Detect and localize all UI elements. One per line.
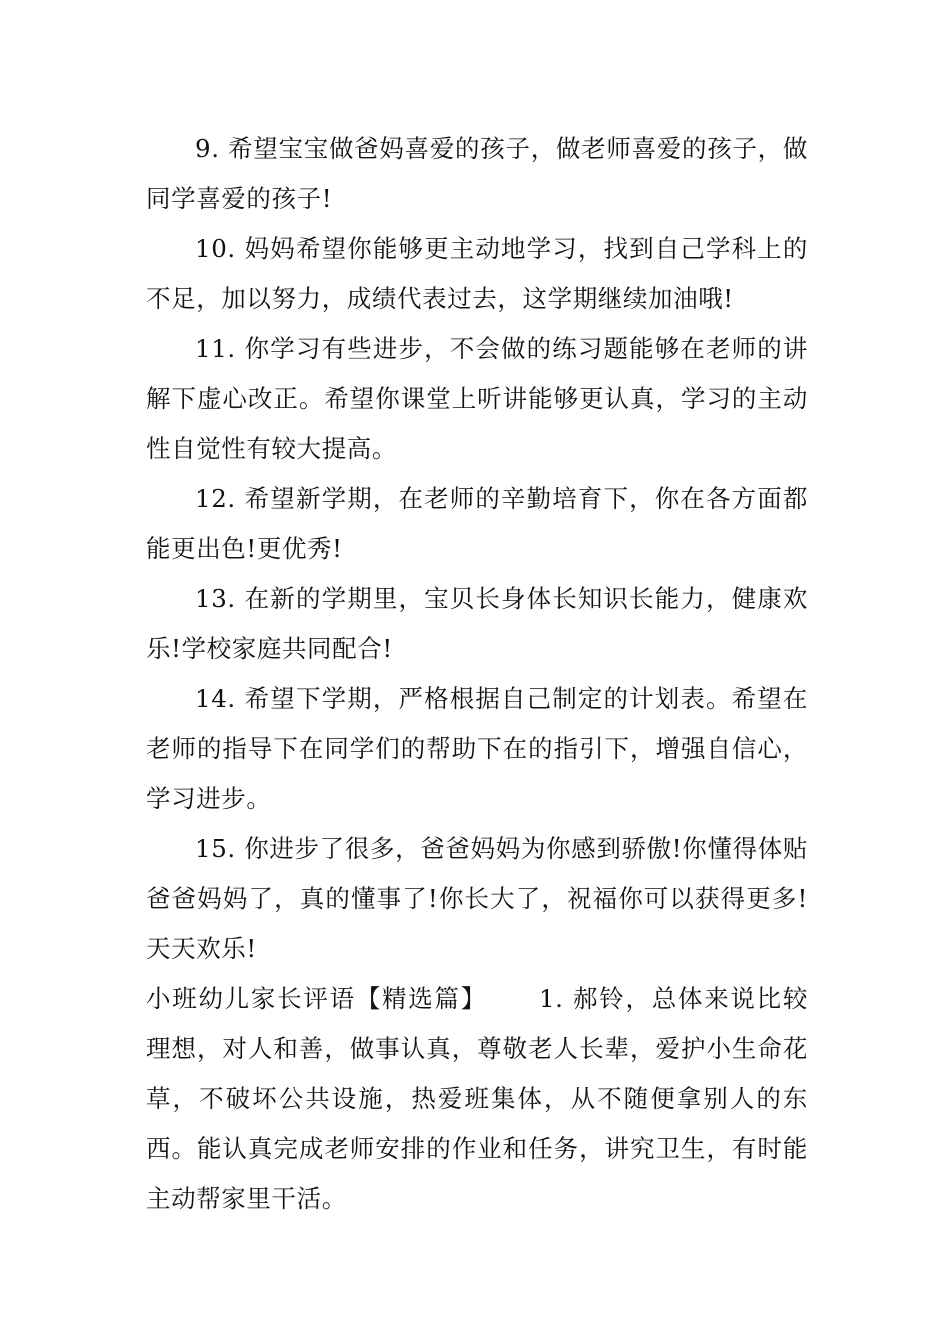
comment-paragraph-15: 15. 你进步了很多，爸爸妈妈为你感到骄傲!你懂得体贴爸爸妈妈了，真的懂事了!你长大了，祝福你可以获得更多!天天欢乐! <box>146 834 808 963</box>
comment-paragraph-11: 11. 你学习有些进步，不会做的练习题能够在老师的讲解下虚心改正。希望你课堂上听讲能够更认真，学习的主动性自觉性有较大提高。 <box>146 334 808 463</box>
comment-paragraph-9: 9. 希望宝宝做爸妈喜爱的孩子，做老师喜爱的孩子，做同学喜爱的孩子! <box>146 134 808 213</box>
comment-paragraph-13: 13. 在新的学期里，宝贝长身体长知识长能力，健康欢乐!学校家庭共同配合! <box>146 584 808 663</box>
document-body <box>146 124 808 1224</box>
section-heading: 小班幼儿家长评语【精选篇】 <box>146 984 487 1013</box>
comment-paragraph-14: 14. 希望下学期，严格根据自己制定的计划表。希望在老师的指导下在同学们的帮助下在的指引下，增强自信心，学习进步。 <box>146 684 808 813</box>
comment-paragraph-10: 10. 妈妈希望你能够更主动地学习，找到自己学科上的不足，加以努力，成绩代表过去，这学期继续加油哦! <box>146 234 808 313</box>
section-paragraph <box>146 974 808 1224</box>
section-first-item: 1. 郝铃，总体来说比较理想，对人和善，做事认真，尊敬老人长辈，爱护小生命花草，不破坏公共设施，热爱班集体，从不随便拿别人的东西。能认真完成老师安排的作业和任务，讲究卫生，有时能主动帮家里干活。 <box>146 984 808 1213</box>
comment-paragraph-12: 12. 希望新学期，在老师的辛勤培育下，你在各方面都能更出色!更优秀! <box>146 484 808 563</box>
